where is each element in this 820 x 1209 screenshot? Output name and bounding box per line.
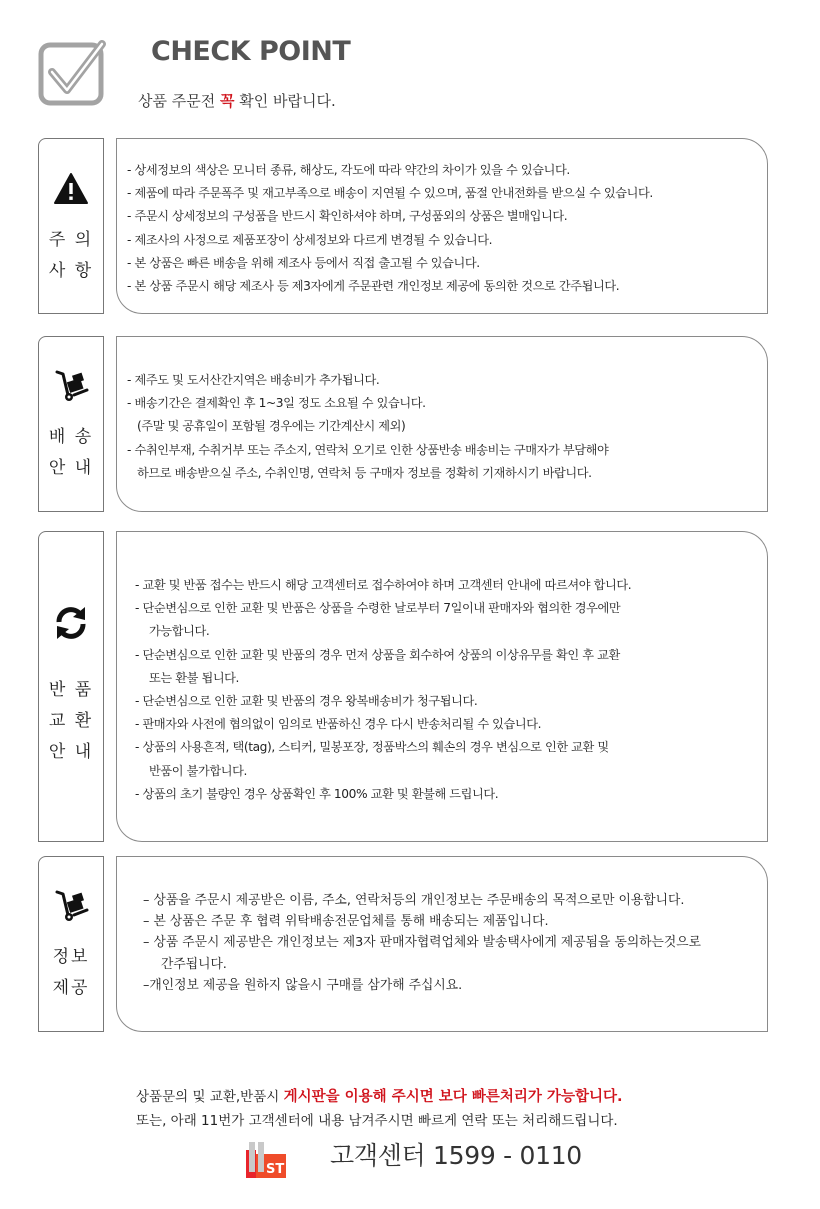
return-list	[135, 574, 767, 806]
list-item: - 수취인부재, 수취거부 또는 주소지, 연락처 오기로 인한 상품반송 배송비는 구매자가 부담해야	[127, 442, 609, 457]
page-title: CHECK POINT	[151, 36, 351, 67]
footer-notice-pre: 상품문의 및 교환,반품시	[136, 1089, 284, 1105]
list-item: - 단순변심으로 인한 교환 및 반품의 경우 먼저 상품을 회수하여 상품의 이상유무를 확인 후 교환	[135, 647, 620, 662]
refresh-icon	[53, 605, 89, 641]
notice-list	[127, 159, 767, 298]
list-item: 가능합니다.	[149, 624, 210, 639]
section-box-return	[116, 531, 768, 842]
list-item: - 본 상품은 빠른 배송을 위해 제조사 등에서 직접 출고될 수 있습니다.	[127, 255, 480, 270]
shipping-list	[127, 369, 767, 485]
list-item: – 상품 주문시 제공받은 개인정보는 제3자 판매자협력업체와 발송택사에게 제공됨을 동의하는것으로	[143, 935, 701, 951]
hand-truck-icon	[53, 368, 89, 404]
section-tab-info	[38, 856, 104, 1032]
section-label-shipping: 배 송 안 내	[48, 427, 94, 478]
list-item: - 본 상품 주문시 해당 제조사 등 제3자에게 주문관련 개인정보 제공에 동의한 것으로 간주됩니다.	[127, 279, 620, 294]
list-item: 하므로 배송받으실 주소, 수취인명, 연락처 등 구매자 정보를 정확히 기재하시기 바랍니다.	[137, 465, 592, 480]
section-box-info	[116, 856, 768, 1032]
list-item: - 단순변심으로 인한 교환 및 반품의 경우 왕복배송비가 청구됩니다.	[135, 694, 478, 709]
list-item: - 상세정보의 색상은 모니터 종류, 해상도, 각도에 따라 약간의 차이가 있을 수 있습니다.	[127, 163, 570, 177]
list-item: - 판매자와 사전에 협의없이 임의로 반품하신 경우 다시 반송처리될 수 있습니다.	[135, 717, 542, 732]
subtitle-emphasis: 꼭	[220, 92, 235, 110]
page-subtitle	[138, 90, 336, 111]
section-box-shipping	[116, 336, 768, 512]
list-item: - 배송기간은 결제확인 후 1~3일 정도 소요될 수 있습니다.	[127, 396, 426, 411]
info-list	[143, 890, 767, 996]
footer-notice-line2: 또는, 아래 11번가 고객센터에 내용 남겨주시면 빠르게 연락 또는 처리해드립니다.	[136, 1113, 618, 1129]
section-label-info: 정보 제공	[52, 947, 90, 998]
list-item: – 상품을 주문시 제공받은 이름, 주소, 연락처등의 개인정보는 주문배송의 목적으로만 이용합니다.	[143, 893, 685, 908]
list-item: - 상품의 초기 불량인 경우 상품확인 후 100% 교환 및 환불해 드립니다.	[135, 786, 499, 801]
11st-logo-icon	[246, 1140, 312, 1180]
subtitle-post: 확인 바랍니다.	[234, 92, 336, 110]
section-tab-shipping	[38, 336, 104, 512]
section-box-notice	[116, 138, 768, 314]
list-item: – 본 상품은 주문 후 협력 위탁배송전문업체를 통해 배송되는 제품입니다.	[143, 914, 549, 930]
hand-truck-icon	[53, 888, 89, 924]
section-tab-return	[38, 531, 104, 842]
list-item: (주말 및 공휴일이 포함될 경우에는 기간계산시 제외)	[137, 419, 406, 434]
list-item: - 상품의 사용흔적, 택(tag), 스티커, 밀봉포장, 정품박스의 훼손의 경우 변심으로 인한 교환 및	[135, 740, 609, 755]
list-item: - 교환 및 반품 접수는 반드시 해당 고객센터로 접수하여야 하며 고객센터 안내에 따르셔야 합니다.	[135, 578, 632, 592]
list-item: 반품이 불가합니다.	[149, 763, 247, 778]
list-item: –개인정보 제공을 원하지 않을시 구매를 삼가해 주십시요.	[143, 977, 463, 993]
list-item: 또는 환불 됩니다.	[149, 670, 240, 685]
list-item: - 제품에 따라 주문폭주 및 재고부족으로 배송이 지연될 수 있으며, 품절 안내전화를 받으실 수 있습니다.	[127, 186, 653, 201]
footer-notice	[136, 1085, 622, 1106]
list-item: - 제조사의 사정으로 제품포장이 상세정보와 다르게 변경될 수 있습니다.	[127, 232, 493, 247]
customer-center-number: 고객센터 1599 - 0110	[330, 1141, 582, 1170]
logo-text: ST	[266, 1162, 285, 1177]
section-label-return: 반 품 교 환 안 내	[48, 680, 94, 762]
warning-icon	[53, 171, 89, 207]
section-tab-notice	[38, 138, 104, 314]
subtitle-pre: 상품 주문전	[138, 92, 220, 110]
footer-notice-emphasis: 게시판을 이용해 주시면 보다 빠른처리가 가능합니다.	[283, 1089, 623, 1105]
checkbox-check-icon	[38, 38, 108, 108]
list-item: - 제주도 및 도서산간지역은 배송비가 추가됩니다.	[127, 373, 380, 387]
list-item: - 주문시 상세정보의 구성품을 반드시 확인하셔야 하며, 구성품외의 상품은 별매입니다.	[127, 209, 568, 224]
list-item: 간주됩니다.	[161, 956, 227, 972]
section-label-notice: 주 의 사 항	[48, 230, 94, 281]
list-item: - 단순변심으로 인한 교환 및 반품은 상품을 수령한 날로부터 7일이내 판매자와 협의한 경우에만	[135, 601, 621, 616]
